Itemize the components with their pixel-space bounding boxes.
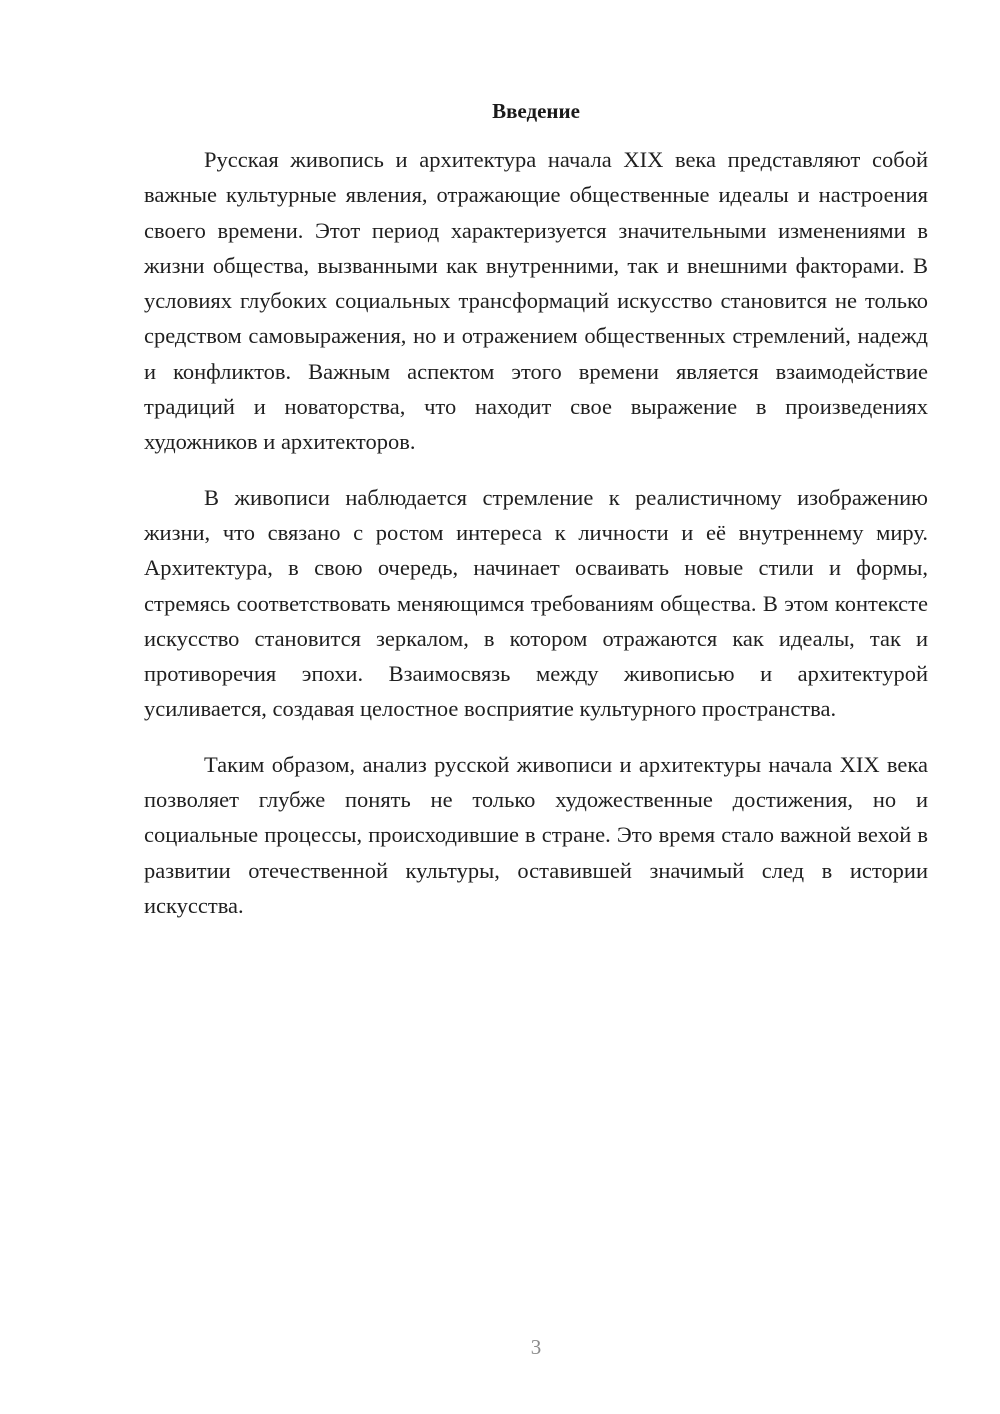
- page-title: Введение: [492, 99, 580, 123]
- paragraph-1: Русская живопись и архитектура начала XIX века представляют собой важные культурные явления, отражающие общественные идеалы и настроения своего времени. Этот период характеризуется значительными изменениями в жизни общества, вызванными как внутренними, так и внешними факторами. В условиях глубоких социальных трансформаций искусство становится не только средством самовыражения, но и отражением общественных стремлений, надежд и конфликтов. Важным аспектом этого времени является взаимодействие традиций и новаторства, что находит свое выражение в произведениях художников и архитекторов.: [144, 147, 928, 455]
- paragraph-3: Таким образом, анализ русской живописи и архитектуры начала XIX века позволяет глубже понять не только художественные достижения, но и социальные процессы, происходившие в стране. Это время стало важной вехой в развитии отечественной культуры, оставившей значимый след в истории искусства.: [144, 751, 928, 918]
- body-text: [144, 142, 928, 943]
- page-number: 3: [530, 1335, 542, 1359]
- paragraph-2: В живописи наблюдается стремление к реалистичному изображению жизни, что связано с ростом интереса к личности и её внутреннему миру. Архитектура, в свою очередь, начинает осваивать новые стили и формы, стремясь соответствовать меняющимся требованиям общества. В этом контексте искусство становится зеркалом, в котором отражаются как идеалы, так и противоречия эпохи. Взаимосвязь между живописью и архитектурой усиливается, создавая целостное восприятие культурного пространства.: [144, 484, 928, 722]
